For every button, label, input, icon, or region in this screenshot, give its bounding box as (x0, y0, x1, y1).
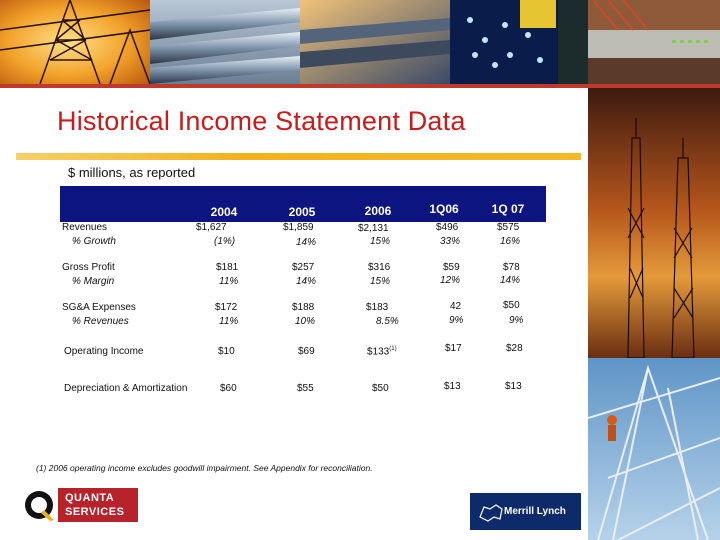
table-cell: $1,627 (196, 222, 227, 233)
table-cell: $69 (298, 346, 315, 357)
table-cell: 16% (500, 236, 521, 247)
table-cell (367, 346, 397, 357)
table-cell: 11% (219, 276, 239, 287)
table-cell: 9% (449, 315, 464, 326)
table-cell: $188 (292, 302, 315, 313)
table-cell: $575 (497, 222, 520, 233)
pipes-dusk-photo (300, 0, 450, 84)
table-cell: $10 (218, 346, 235, 357)
row-label: Operating Income (64, 346, 144, 357)
column-header: 2006 (364, 204, 392, 218)
table-cell: $181 (216, 262, 239, 273)
row-label: Depreciation & Amortization (64, 383, 188, 394)
row-label: Gross Profit (62, 262, 115, 273)
column-header: 1Q 07 (491, 202, 525, 216)
table-cell: $28 (506, 343, 523, 354)
table-cell: 10% (295, 316, 316, 327)
table-cell: $2,131 (358, 223, 389, 234)
footnote: (1) 2006 operating income excludes goodwill impairment. See Appendix for reconciliation. (36, 463, 373, 473)
table-cell: $13 (505, 381, 522, 392)
row-label: Revenues (62, 222, 108, 233)
fiber-optic-photo (450, 0, 588, 84)
table-cell: $78 (503, 262, 520, 273)
table-cell: $316 (368, 262, 391, 273)
table-cell: $17 (445, 343, 462, 354)
table-cell: $1,859 (283, 222, 314, 233)
power-tower-sunset-photo (0, 0, 150, 84)
column-header: 1Q06 (429, 202, 459, 216)
title-underline-bar (16, 153, 581, 160)
table-cell: $59 (443, 262, 460, 273)
table-cell: 12% (440, 275, 461, 286)
table-cell: 14% (296, 237, 317, 248)
right-photo-column (588, 88, 720, 540)
merrill-lynch-logo (470, 493, 581, 530)
network-equipment-photo (588, 0, 720, 84)
table-cell: $60 (220, 383, 237, 394)
quanta-services-logo (20, 488, 138, 522)
services-logo-text: SERVICES (65, 506, 125, 518)
table-cell: 42 (450, 301, 462, 312)
table-cell: $496 (436, 222, 459, 233)
table-cell: $13 (444, 381, 461, 392)
table-cell: $50 (372, 383, 389, 394)
footnote-marker: (1) (389, 346, 397, 352)
table-cell: 15% (370, 236, 391, 247)
table-cell: $257 (292, 262, 315, 273)
table-cell: 33% (440, 236, 461, 247)
row-label: % Margin (72, 276, 115, 287)
quanta-logo-text: QUANTA (65, 492, 115, 504)
table-cell: 15% (370, 276, 391, 287)
operating-income-2006-value: $133 (367, 346, 390, 358)
table-cell: $50 (503, 300, 520, 311)
table-cell: 11% (219, 316, 239, 327)
column-header: 2005 (288, 205, 316, 219)
units-subtitle: $ millions, as reported (68, 165, 196, 180)
table-cell: 8.5% (376, 316, 399, 327)
column-header: 2004 (210, 205, 238, 219)
table-cell: 14% (296, 276, 317, 287)
table-cell: $172 (215, 302, 238, 313)
pipelines-photo (150, 0, 300, 84)
photo-banner (0, 0, 720, 84)
table-cell: 14% (500, 275, 521, 286)
table-cell: $183 (366, 302, 389, 313)
row-label: % Revenues (72, 316, 129, 327)
row-label: SG&A Expenses (62, 302, 136, 313)
merrill-lynch-text: Merrill Lynch (504, 506, 566, 517)
bull-icon (476, 497, 506, 527)
table-cell: (1%) (214, 236, 236, 247)
table-cell: $55 (297, 383, 314, 394)
page-title: Historical Income Statement Data (57, 106, 466, 136)
table-cell: 9% (509, 315, 524, 326)
row-label: % Growth (72, 236, 116, 247)
